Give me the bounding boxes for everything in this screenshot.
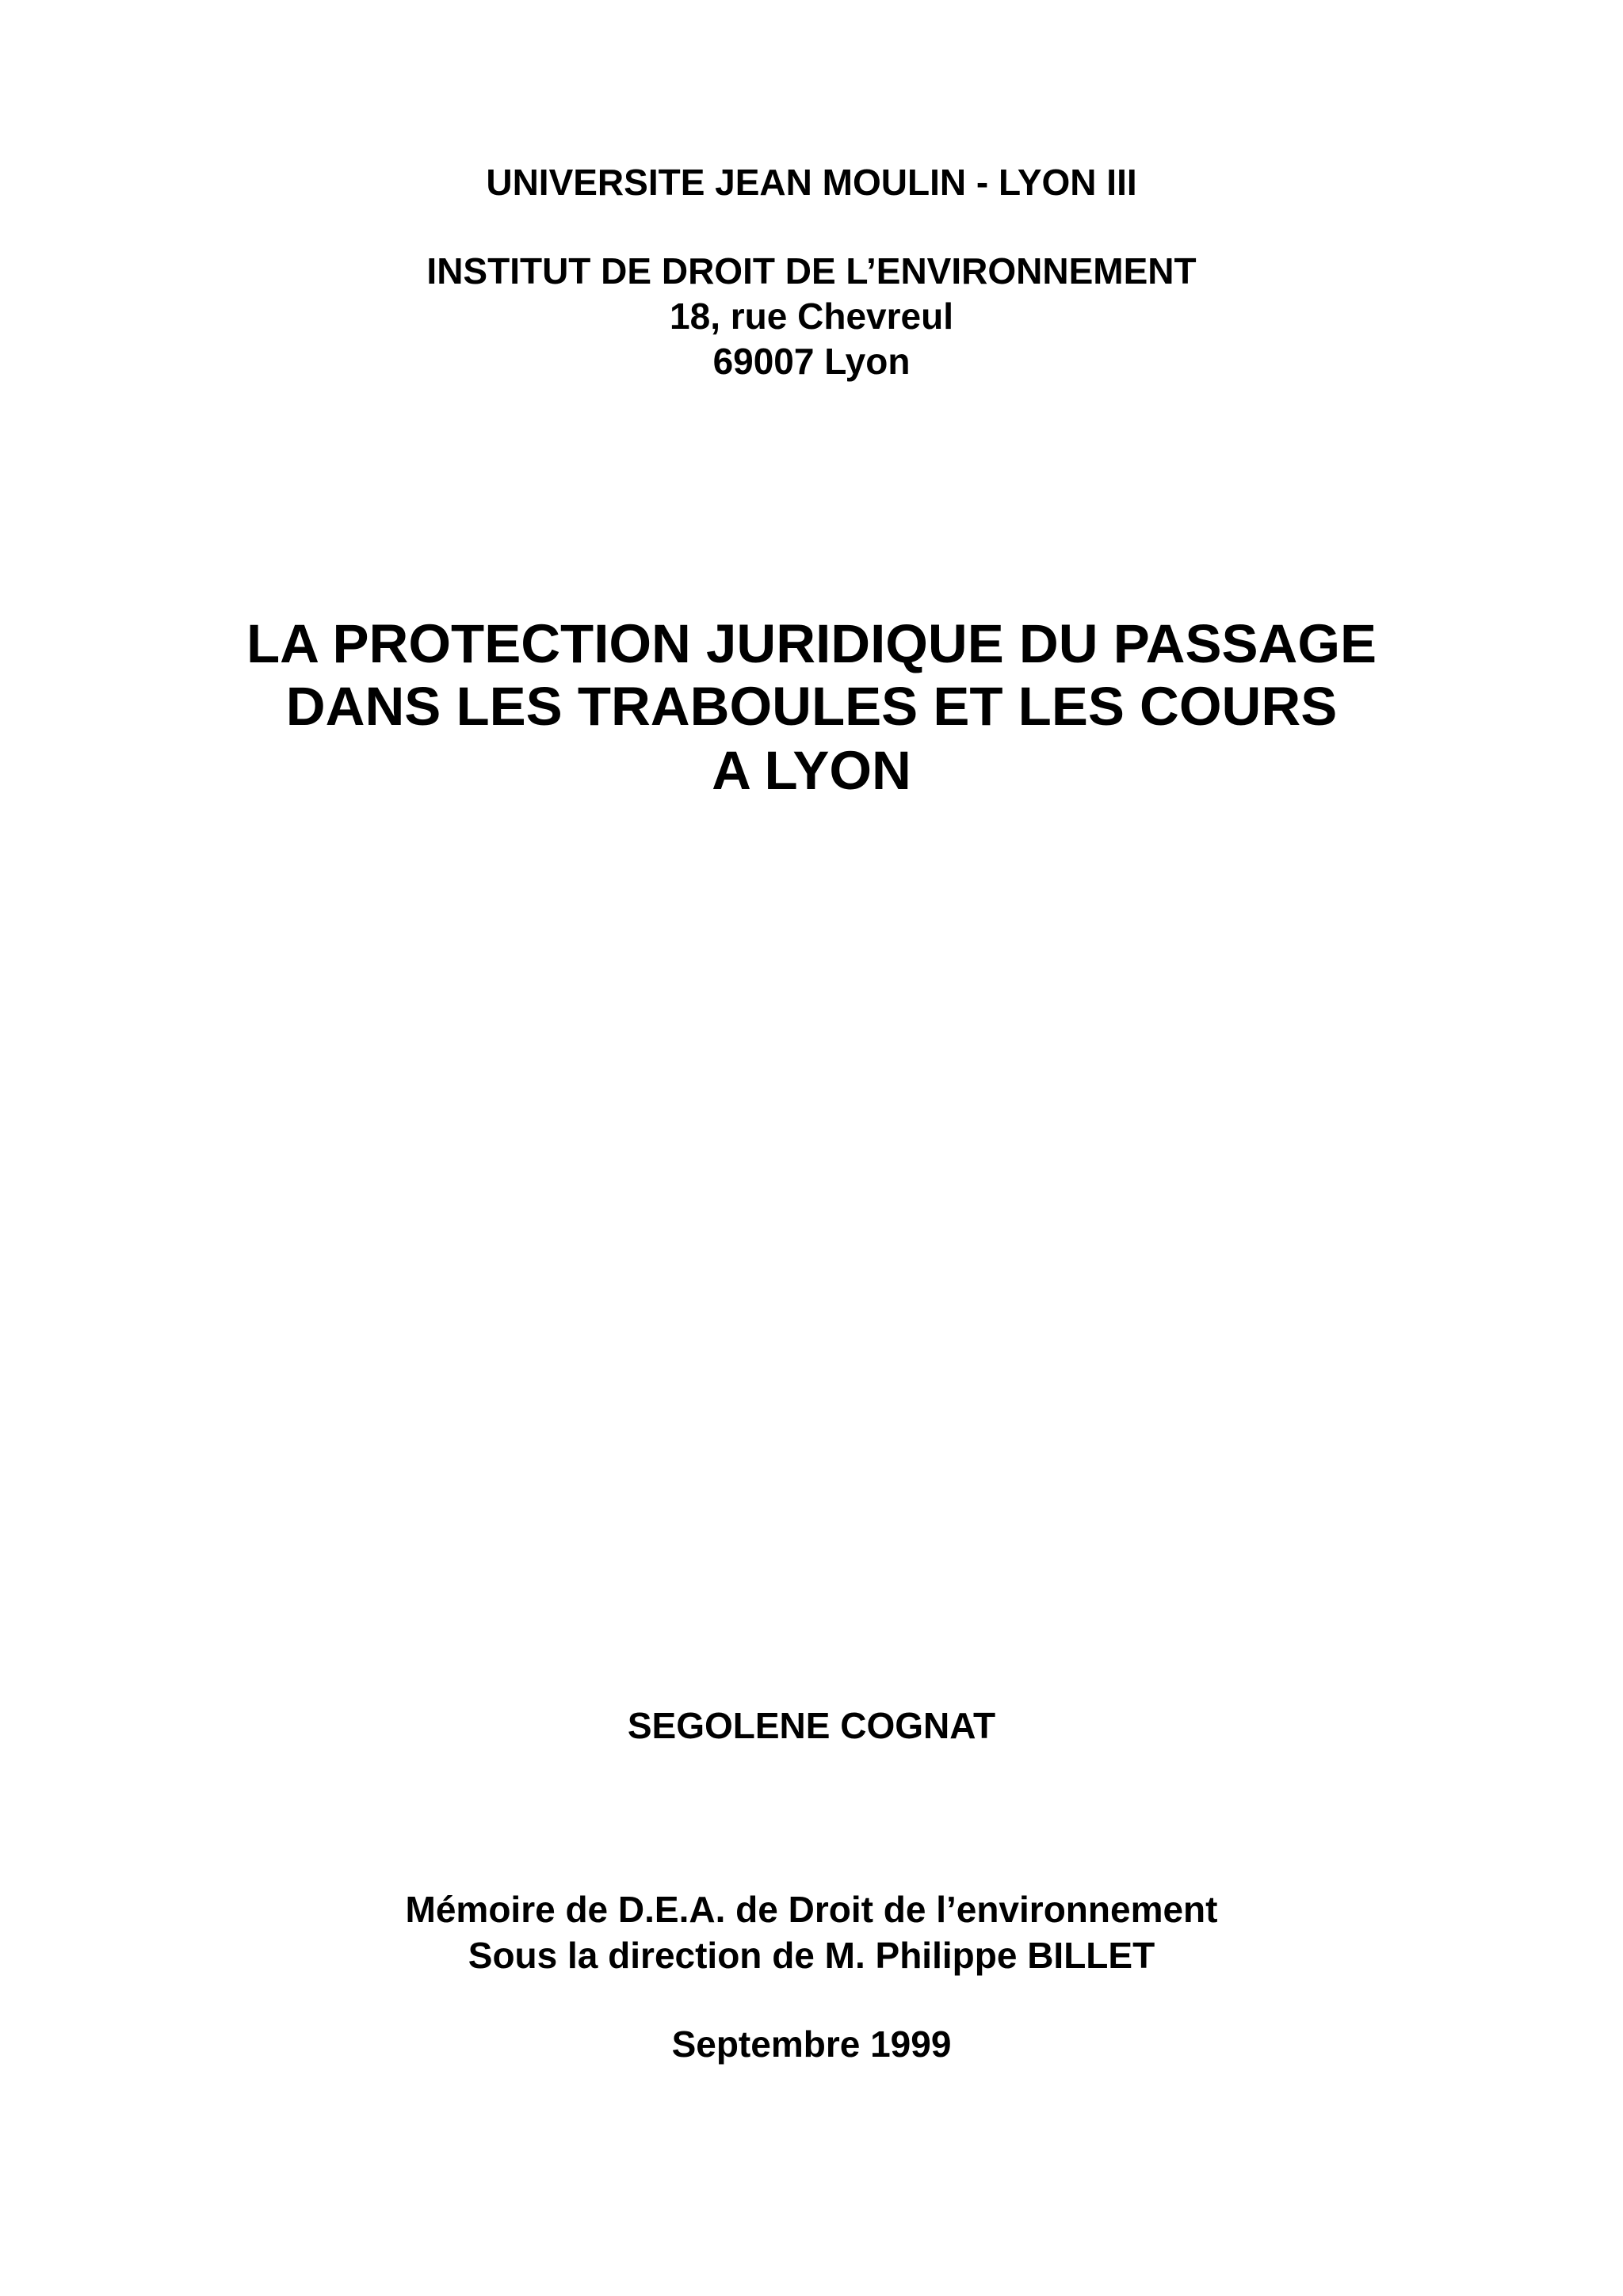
thesis-title-line-2: DANS LES TRABOULES ET LES COURS [285,676,1338,737]
institute-city: 69007 Lyon [712,341,911,382]
institute-street: 18, rue Chevreul [670,296,953,337]
thesis-type: Mémoire de D.E.A. de Droit de l’environnement [405,1889,1218,1930]
institute-name: INSTITUT DE DROIT DE L’ENVIRONNEMENT [426,250,1197,292]
author-name: SEGOLENE COGNAT [627,1705,996,1746]
thesis-supervisor: Sous la direction de M. Philippe BILLET [468,1935,1155,1976]
thesis-title-line-1: LA PROTECTION JURIDIQUE DU PASSAGE [246,613,1377,674]
thesis-date: Septembre 1999 [671,2023,952,2065]
university-name: UNIVERSITE JEAN MOULIN - LYON III [486,162,1137,203]
thesis-title-line-3: A LYON [712,740,911,801]
